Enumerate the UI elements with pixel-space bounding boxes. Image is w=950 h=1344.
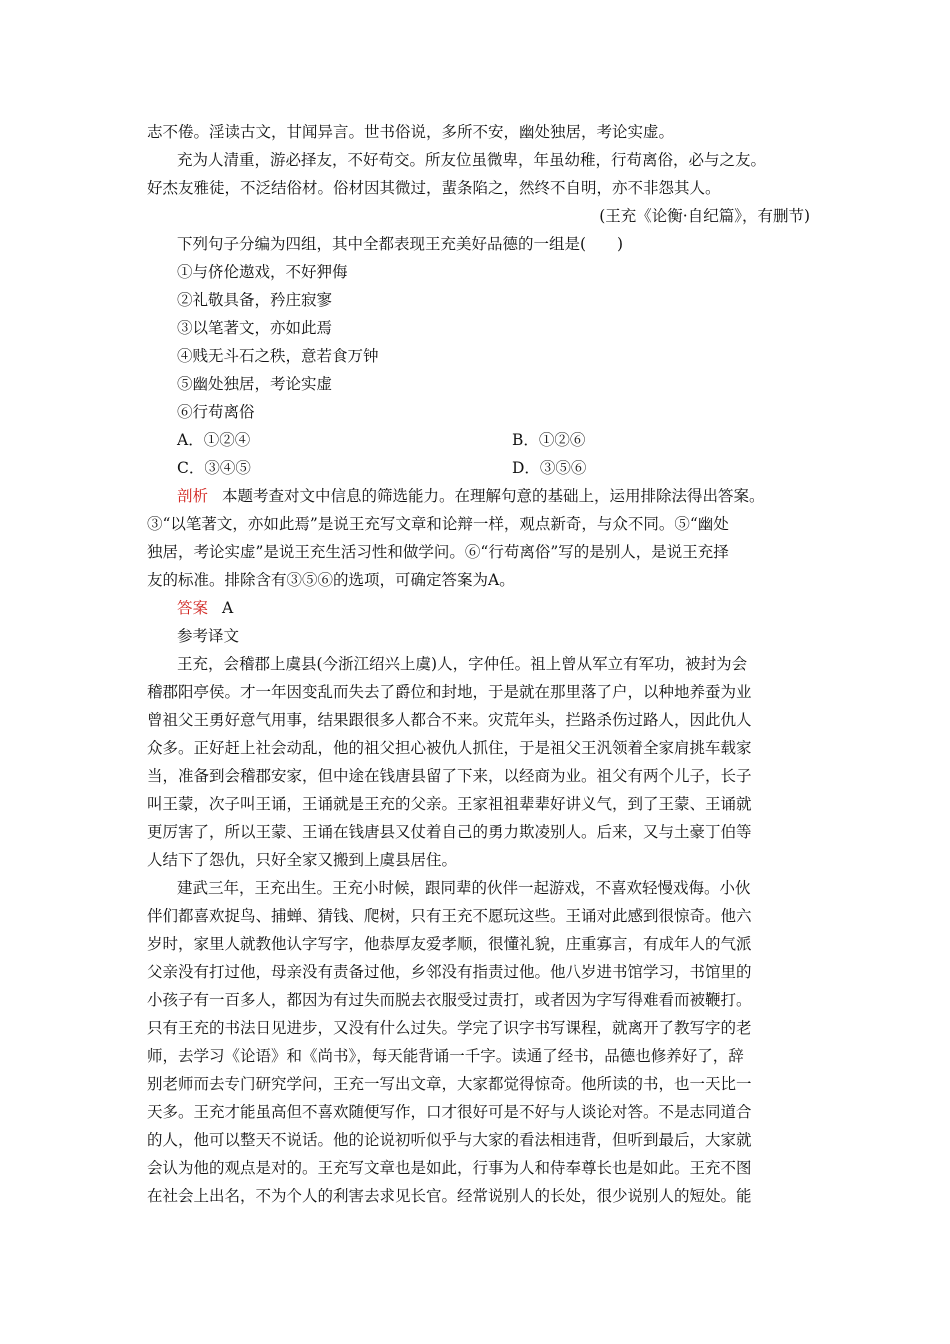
option-a: A．①②④ bbox=[177, 431, 251, 449]
passage-line: 充为人清重，游必择友，不好苟交。所友位虽微卑，年虽幼稚，行苟离俗，必与之友。 bbox=[177, 151, 767, 169]
passage-line: 志不倦。淫读古文，甘闻异言。世书俗说，多所不安，幽处独居，考论实虚。 bbox=[147, 123, 675, 141]
answer-label: 答案 bbox=[177, 599, 209, 617]
analysis-line: 独居，考论实虚”是说王充生活习性和做学问。⑥“行苟离俗”写的是别人，是说王充择 bbox=[147, 543, 729, 561]
option-d: D．③⑤⑥ bbox=[512, 459, 587, 477]
question-item: ④贱无斗石之秩，意若食万钟 bbox=[177, 347, 379, 365]
translation-line: 天多。王充才能虽高但不喜欢随便写作，口才很好可是不好与人谈论对答。不是志同道合 bbox=[147, 1103, 752, 1121]
analysis-line: ③“以笔著文，亦如此焉”是说王充写文章和论辩一样，观点新奇，与众不同。⑤“幽处 bbox=[147, 515, 729, 533]
translation-line: 更厉害了，所以王蒙、王诵在钱唐县又仗着自己的勇力欺凌别人。后来，又与土豪丁伯等 bbox=[147, 823, 752, 841]
translation-line: 会认为他的观点是对的。王充写文章也是如此，行事为人和侍奉尊长也是如此。王充不图 bbox=[147, 1159, 752, 1177]
translation-line: 王充，会稽郡上虞县(今浙江绍兴上虞)人，字仲任。祖上曾从军立有军功，被封为会 bbox=[177, 655, 748, 673]
translation-line: 人结下了怨仇，只好全家又搬到上虞县居住。 bbox=[147, 851, 458, 869]
question-stem: 下列句子分编为四组，其中全都表现王充美好品德的一组是( ) bbox=[177, 235, 624, 253]
translation-line: 曾祖父王勇好意气用事，结果跟很多人都合不来。灾荒年头，拦路杀伤过路人，因此仇人 bbox=[147, 711, 752, 729]
translation-line: 岁时，家里人就教他认字写字，他恭厚友爱孝顺，很懂礼貌，庄重寡言，有成年人的气派 bbox=[147, 935, 752, 953]
translation-line: 当，准备到会稽郡安家，但中途在钱唐县留了下来，以经商为业。祖父有两个儿子，长子 bbox=[147, 767, 752, 785]
option-c: C．③④⑤ bbox=[177, 459, 251, 477]
translation-line: 父亲没有打过他，母亲没有责备过他，乡邻没有指责过他。他八岁进书馆学习，书馆里的 bbox=[147, 963, 752, 981]
translation-line: 在社会上出名，不为个人的利害去求见长官。经常说别人的长处，很少说别人的短处。能 bbox=[147, 1187, 752, 1205]
translation-line: 叫王蒙，次子叫王诵，王诵就是王充的父亲。王家祖祖辈辈好讲义气，到了王蒙、王诵就 bbox=[147, 795, 752, 813]
translation-heading: 参考译文 bbox=[177, 627, 240, 645]
translation-line: 小孩子有一百多人，都因为有过失而脱去衣服受过责打，或者因为字写得难看而被鞭打。 bbox=[147, 991, 752, 1009]
answer-line bbox=[177, 596, 233, 618]
analysis-label: 剖析 bbox=[177, 487, 209, 505]
question-item: ⑤幽处独居，考论实虚 bbox=[177, 375, 333, 393]
translation-line: 师，去学习《论语》和《尚书》，每天能背诵一千字。读通了经书，品德也修养好了，辞 bbox=[147, 1047, 744, 1065]
answer-value: A bbox=[222, 599, 234, 617]
question-item: ①与侪伦遨戏，不好狎侮 bbox=[177, 263, 348, 281]
question-item: ⑥行苟离俗 bbox=[177, 403, 255, 421]
option-b: B．①②⑥ bbox=[512, 431, 586, 449]
translation-line: 众多。正好赶上社会动乱，他的祖父担心被仇人抓住，于是祖父王汎领着全家肩挑车载家 bbox=[147, 739, 752, 757]
translation-line: 别老师而去专门研究学问，王充一写出文章，大家都觉得惊奇。他所读的书，也一天比一 bbox=[147, 1075, 752, 1093]
translation-line: 伴们都喜欢捉鸟、捕蝉、猜钱、爬树，只有王充不愿玩这些。王诵对此感到很惊奇。他六 bbox=[147, 907, 752, 925]
question-item: ②礼敬具备，矜庄寂寥 bbox=[177, 291, 333, 309]
translation-line: 稽郡阳亭侯。才一年因变乱而失去了爵位和封地，于是就在那里落了户，以种地养蚕为业 bbox=[147, 683, 752, 701]
passage-line: 好杰友雅徒，不泛结俗材。俗材因其微过，蜚条陷之，然终不自明，亦不非怨其人。 bbox=[147, 179, 721, 197]
translation-line: 的人，他可以整天不说话。他的论说初听似乎与大家的看法相违背，但听到最后，大家就 bbox=[147, 1131, 752, 1149]
analysis-line bbox=[177, 484, 765, 506]
question-item: ③以笔著文，亦如此焉 bbox=[177, 319, 333, 337]
analysis-line: 友的标准。排除含有③⑤⑥的选项，可确定答案为A。 bbox=[147, 571, 515, 589]
translation-line: 只有王充的书法日见进步，又没有什么过失。学完了识字书写课程，就离开了教写字的老 bbox=[147, 1019, 752, 1037]
analysis-text: 本题考查对文中信息的筛选能力。在理解句意的基础上，运用排除法得出答案。 bbox=[222, 487, 765, 505]
passage-source: (王充《论衡·自纪篇》，有删节) bbox=[599, 207, 810, 225]
translation-line: 建武三年，王充出生。王充小时候，跟同辈的伙伴一起游戏，不喜欢轻慢戏侮。小伙 bbox=[177, 879, 751, 897]
